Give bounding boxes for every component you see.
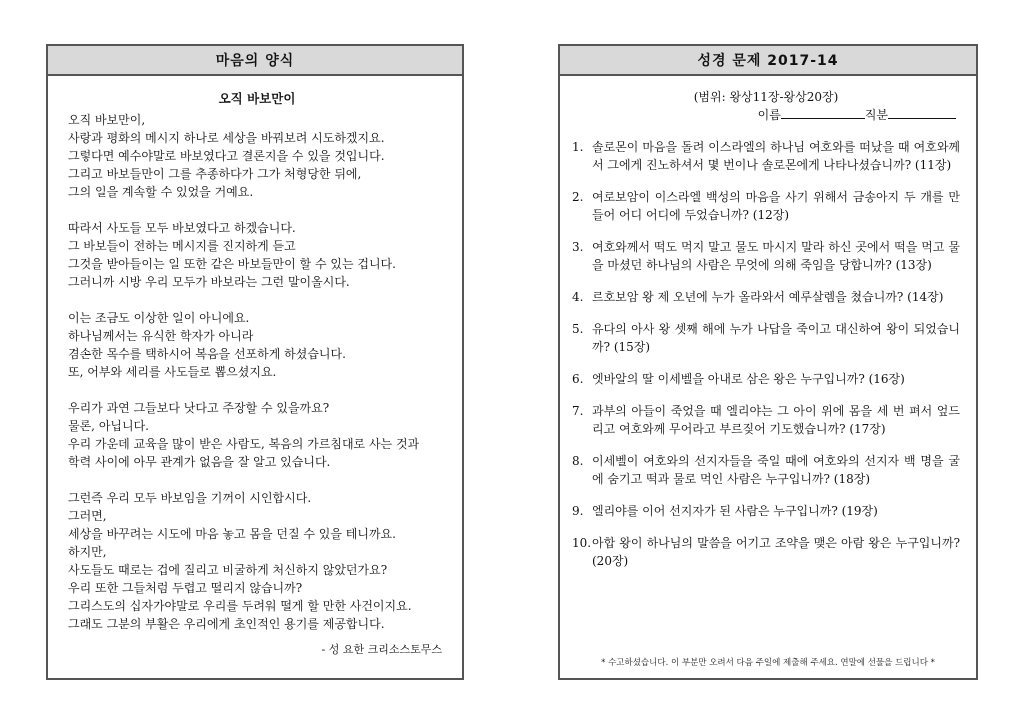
name-position-line	[572, 106, 960, 124]
question-number: 7.	[572, 404, 584, 418]
question-item	[572, 452, 960, 488]
poem-line: 그렇다면 예수야말로 바보였다고 결론지을 수 있을 것입니다.	[68, 149, 385, 163]
question-number: 2.	[572, 190, 584, 204]
right-panel-header: 성경 문제 2017-14	[560, 46, 976, 76]
stanza	[68, 111, 446, 201]
footer-note: * 수고하셨습니다. 이 부분만 오려서 다음 주일에 제출해 주세요. 연말에 선물을 드립니다 *	[601, 658, 935, 668]
poem-line: 학력 사이에 아무 관계가 없음을 잘 알고 있습니다.	[68, 455, 331, 469]
poem-line: 그것을 받아들이는 일 또한 같은 바보들만이 할 수 있는 겁니다.	[68, 257, 396, 271]
poem-line: 그런즉 우리 모두 바보임을 기꺼이 시인합시다.	[68, 491, 312, 505]
question-number: 10.	[572, 536, 592, 550]
stanza	[68, 219, 446, 291]
poem-line: 그러니까 시방 우리 모두가 바보라는 그런 말이올시다.	[68, 275, 350, 289]
poem-author: - 성 요한 크리소스토무스	[321, 643, 442, 656]
question-text: 르호보암 왕 제 오년에 누가 올라와서 예루살렘을 쳤습니까? (14장)	[592, 290, 944, 304]
poem-line: 그리스도의 십자가야말로 우리를 두려워 떨게 할 만한 사건이지요.	[68, 599, 412, 613]
stanza	[68, 399, 446, 471]
question-number: 5.	[572, 322, 584, 336]
name-blank[interactable]	[781, 106, 865, 119]
poem-line: 따라서 사도들 모두 바보였다고 하겠습니다.	[68, 221, 296, 235]
poem-line: 하지만,	[68, 545, 107, 559]
name-label: 이름	[757, 108, 781, 122]
question-number: 1.	[572, 140, 584, 154]
poem-line: 그러면,	[68, 509, 107, 523]
question-item	[572, 402, 960, 438]
question-item	[572, 188, 960, 224]
poem-line: 우리 가운데 교육을 많이 받은 사람도, 복음의 가르침대로 사는 것과	[68, 437, 420, 451]
right-panel	[558, 44, 978, 680]
question-number: 6.	[572, 372, 584, 386]
poem-line: 그의 일을 계속할 수 있었을 거예요.	[68, 185, 254, 199]
poem-line: 그 바보들이 전하는 메시지를 진지하게 듣고	[68, 239, 296, 253]
question-text: 이세벨이 여호와의 선지자들을 죽일 때에 여호와의 선지자 백 명을 굴에 숨기고 떡과 물로 먹인 사람은 누구입니까? (18장)	[592, 454, 960, 486]
question-item	[572, 288, 960, 306]
poem-line: 우리 또한 그들처럼 두렵고 떨리지 않습니까?	[68, 581, 303, 595]
poem-line: 그래도 그분의 부활은 우리에게 초인적인 용기를 제공합니다.	[68, 617, 385, 631]
stanza	[68, 489, 446, 633]
quiz-range: (범위: 왕상11장-왕상20장)	[693, 90, 839, 104]
question-text: 과부의 아들이 죽었을 때 엘리야는 그 아이 위에 몸을 세 번 펴서 엎드리고 여호와께 무어라고 부르짖어 기도했습니까? (17장)	[592, 404, 960, 436]
position-label: 직분	[864, 108, 888, 122]
question-text: 아합 왕이 하나님의 말씀을 어기고 조약을 맺은 아람 왕은 누구입니까? (20장)	[592, 536, 960, 568]
stanza	[68, 309, 446, 381]
question-item	[572, 502, 960, 520]
question-text: 여호와께서 떡도 먹지 말고 물도 마시지 말라 하신 곳에서 떡을 먹고 물을 마셨던 하나님의 사람은 무엇에 의해 죽임을 당합니까? (13장)	[592, 240, 960, 272]
poem-line: 오직 바보만이,	[68, 113, 146, 127]
poem-line: 하나님께서는 유식한 학자가 아니라	[68, 329, 254, 343]
question-item	[572, 320, 960, 356]
poem-line: 겸손한 목수를 택하시어 복음을 선포하게 하셨습니다.	[68, 347, 346, 361]
poem-line: 세상을 바꾸려는 시도에 마음 놓고 몸을 던질 수 있을 테니까요.	[68, 527, 396, 541]
poem-body	[48, 76, 462, 659]
position-blank[interactable]	[888, 106, 956, 119]
poem-line: 사랑과 평화의 메시지 하나로 세상을 바꿔보려 시도하겠지요.	[68, 131, 385, 145]
question-item	[572, 534, 960, 570]
poem-line: 우리가 과연 그들보다 낫다고 주장할 수 있을까요?	[68, 401, 330, 415]
question-text: 유다의 아사 왕 셋째 해에 누가 나답을 죽이고 대신하여 왕이 되었습니까? (15장)	[592, 322, 960, 354]
question-item	[572, 238, 960, 274]
left-panel-header: 마음의 양식	[48, 46, 462, 76]
question-number: 4.	[572, 290, 584, 304]
poem-line: 이는 조금도 이상한 일이 아니에요.	[68, 311, 250, 325]
question-text: 여로보암이 이스라엘 백성의 마음을 사기 위해서 금송아지 두 개를 만들어 어디 어디에 두었습니까? (12장)	[592, 190, 960, 222]
poem-line: 그리고 바보들만이 그를 추종하다가 그가 처형당한 뒤에,	[68, 167, 362, 181]
left-panel	[46, 44, 464, 680]
question-number: 8.	[572, 454, 584, 468]
question-number: 9.	[572, 504, 584, 518]
question-text: 솔로몬이 마음을 돌려 이스라엘의 하나님 여호와를 떠났을 때 여호와께서 그에게 진노하셔서 몇 번이나 솔로몬에게 나타나셨습니까? (11장)	[592, 140, 960, 172]
question-list	[572, 138, 960, 570]
question-number: 3.	[572, 240, 584, 254]
poem-line: 사도들도 때로는 겁에 질리고 비굴하게 처신하지 않았던가요?	[68, 563, 388, 577]
poem-line: 물론, 아닙니다.	[68, 419, 149, 433]
poem-stanzas	[68, 111, 446, 633]
quiz-body	[560, 76, 976, 570]
poem-title: 오직 바보만이	[218, 91, 296, 106]
question-text: 엘리야를 이어 선지자가 된 사람은 누구입니까? (19장)	[592, 504, 878, 518]
question-item	[572, 370, 960, 388]
poem-line: 또, 어부와 세리를 사도들로 뽑으셨지요.	[68, 365, 277, 379]
question-text: 엣바알의 딸 이세벨을 아내로 삼은 왕은 누구입니까? (16장)	[592, 372, 905, 386]
question-item	[572, 138, 960, 174]
